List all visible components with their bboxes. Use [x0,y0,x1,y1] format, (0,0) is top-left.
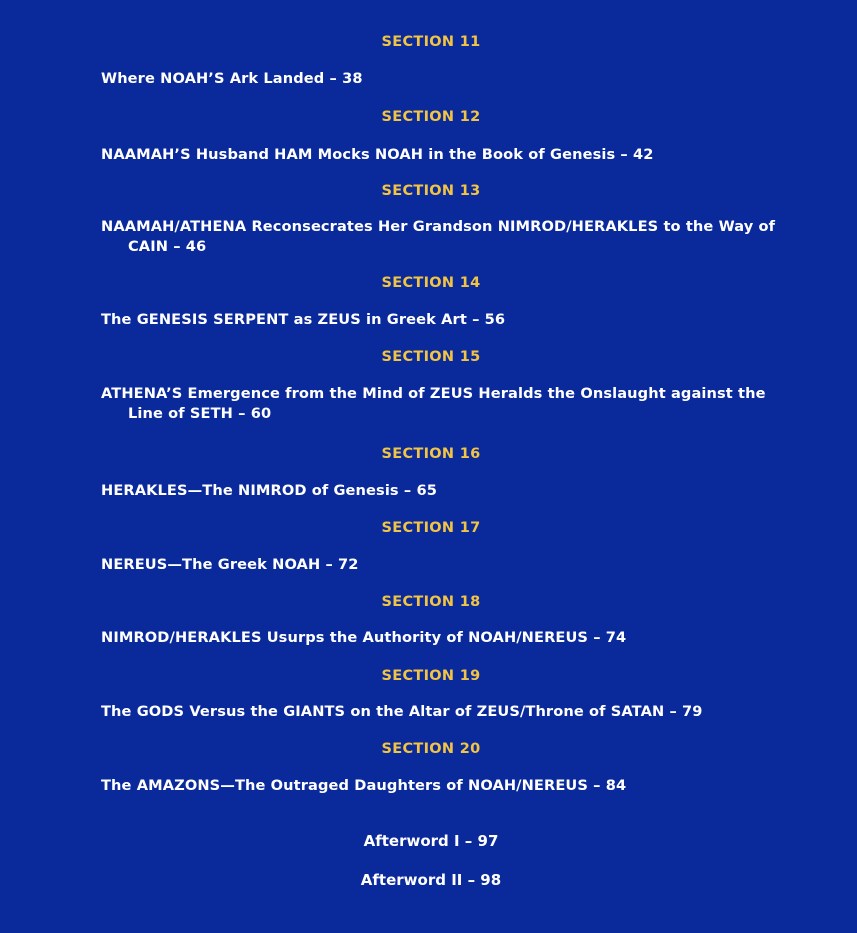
afterword-link[interactable]: Afterword I – 97 [363,832,499,850]
section-heading: SECTION 17 [381,520,481,536]
section-heading: SECTION 18 [381,594,481,610]
toc-entry-link[interactable]: ATHENA’S Emergence from the Mind of ZEUS Heralds the Onslaught against the Line of SETH – 60 [101,385,766,422]
toc-entry-link[interactable]: NIMROD/HERAKLES Usurps the Authority of NOAH/NEREUS – 74 [101,629,627,646]
toc-entry-link[interactable]: Where NOAH’S Ark Landed – 38 [101,70,363,87]
toc-entry-link[interactable]: NEREUS—The Greek NOAH – 72 [101,556,359,573]
section-heading: SECTION 13 [381,183,481,199]
toc-entry-link[interactable]: HERAKLES—The NIMROD of Genesis – 65 [101,482,437,499]
section-heading: SECTION 16 [381,446,481,462]
toc-entry-link[interactable]: NAAMAH’S Husband HAM Mocks NOAH in the Book of Genesis – 42 [101,146,654,163]
section-heading: SECTION 19 [381,668,481,684]
section-heading: SECTION 11 [381,34,481,50]
section-heading: SECTION 15 [381,349,481,365]
toc-entry-link[interactable]: The GENESIS SERPENT as ZEUS in Greek Art – 56 [101,311,506,328]
toc-entry-link[interactable]: The GODS Versus the GIANTS on the Altar of ZEUS/Throne of SATAN – 79 [101,703,703,720]
section-heading: SECTION 20 [381,741,481,757]
section-heading: SECTION 14 [381,275,481,291]
section-heading: SECTION 12 [381,109,481,125]
toc-entry-link[interactable]: The AMAZONS—The Outraged Daughters of NOAH/NEREUS – 84 [101,777,627,794]
afterword-link[interactable]: Afterword II – 98 [360,871,502,889]
toc-entry-link[interactable]: NAAMAH/ATHENA Reconsecrates Her Grandson NIMROD/HERAKLES to the Way of CAIN – 46 [101,218,776,255]
